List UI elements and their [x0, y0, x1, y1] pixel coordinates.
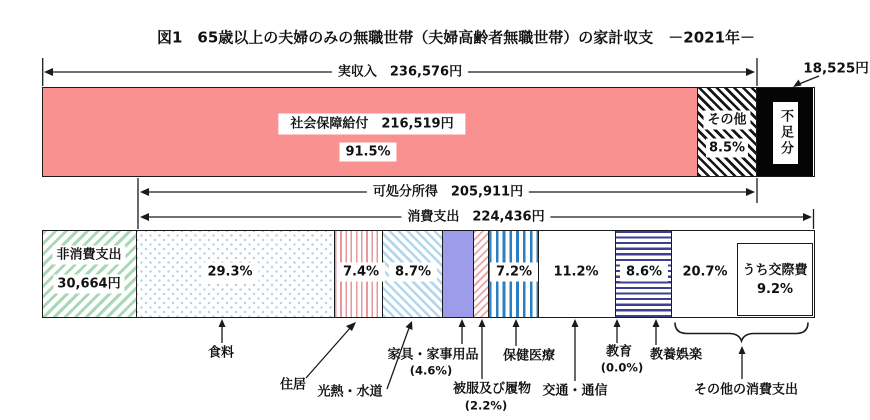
callout-furniture-pct: (4.6%) — [409, 363, 453, 378]
housing-callout-arrowhead — [346, 322, 356, 331]
callout-housing: 住居 — [279, 377, 307, 393]
medical-callout-arrowhead — [513, 319, 520, 327]
callout-education-pct: (0.0%) — [600, 360, 644, 375]
education-callout-arrowhead — [614, 319, 621, 327]
callout-transport: 交通・通信 — [542, 383, 608, 399]
actual-income-label: 実収入 236,576円 — [332, 63, 468, 82]
callout-clothing: 被服及び履物 — [452, 381, 532, 397]
recreation-pct: 8.6% — [620, 263, 668, 282]
non-consumption-amount: 30,664円 — [53, 275, 124, 294]
housing-callout-line — [306, 327, 351, 378]
disposable-arrowhead-left — [140, 188, 149, 196]
social-expenses-pct: 9.2% — [756, 281, 794, 297]
income-segment-other — [698, 88, 758, 176]
food-pct: 29.3% — [201, 263, 258, 282]
deficit-amount-label: 18,525円 — [803, 60, 869, 77]
actual-income-arrowhead-left — [44, 68, 53, 76]
social-security-label: 社会保障給付 216,519円 — [278, 114, 465, 135]
social-expenses-box — [737, 243, 813, 316]
deficit-pointer-arrowhead — [793, 80, 802, 88]
other-consumption-brace — [675, 323, 808, 342]
clothing-callout-arrowhead — [479, 319, 486, 327]
other-income-label: その他 — [703, 111, 750, 130]
other-income-pct: 8.5% — [706, 139, 748, 158]
disposable-arrowhead-right — [746, 188, 755, 196]
transport-callout-arrowhead — [572, 319, 579, 327]
utilities-callout-arrowhead — [406, 321, 413, 330]
callout-other-consumption: その他の消費支出 — [693, 382, 799, 398]
callout-recreation: 教養娯楽 — [649, 347, 703, 363]
social-security-pct: 91.5% — [339, 143, 396, 162]
callout-clothing-pct: (2.2%) — [464, 398, 508, 413]
actual-income-arrowhead-right — [746, 68, 755, 76]
food-callout-arrowhead — [219, 319, 226, 327]
disposable-income-label: 可処分所得 205,911円 — [367, 183, 529, 202]
other-consumption-pct: 20.7% — [682, 264, 728, 280]
callout-food: 食料 — [207, 345, 235, 361]
callout-education: 教育 — [605, 344, 633, 360]
other-consumption-callout-arrowhead — [739, 346, 746, 354]
segment-furniture — [443, 231, 474, 317]
callout-furniture: 家具・家事用品 — [387, 347, 479, 363]
deficit-label: 不足分 — [773, 102, 798, 164]
deficit-pointer-line — [799, 76, 819, 84]
consumption-label: 消費支出 224,436円 — [401, 208, 550, 227]
housing-pct: 7.4% — [337, 263, 385, 282]
medical-pct: 7.2% — [490, 263, 538, 282]
transport-pct: 11.2% — [547, 263, 604, 282]
non-consumption-label: 非消費支出 — [52, 246, 125, 265]
consumption-arrowhead-left — [140, 213, 149, 221]
social-expenses-label: うち交際費 — [742, 262, 808, 278]
consumption-arrowhead-right — [803, 213, 812, 221]
furniture-callout-arrowhead — [459, 319, 466, 327]
callout-utilities: 光熱・水道 — [317, 384, 383, 400]
callout-medical: 保健医療 — [502, 348, 556, 364]
recreation-callout-arrowhead — [653, 319, 660, 327]
utilities-pct: 8.7% — [389, 263, 437, 282]
segment-clothing — [474, 231, 489, 317]
chart-title: 図1 65歳以上の夫婦のみの無職世帯（夫婦高齢者無職世帯）の家計収支 －2021年－ — [156, 28, 756, 47]
